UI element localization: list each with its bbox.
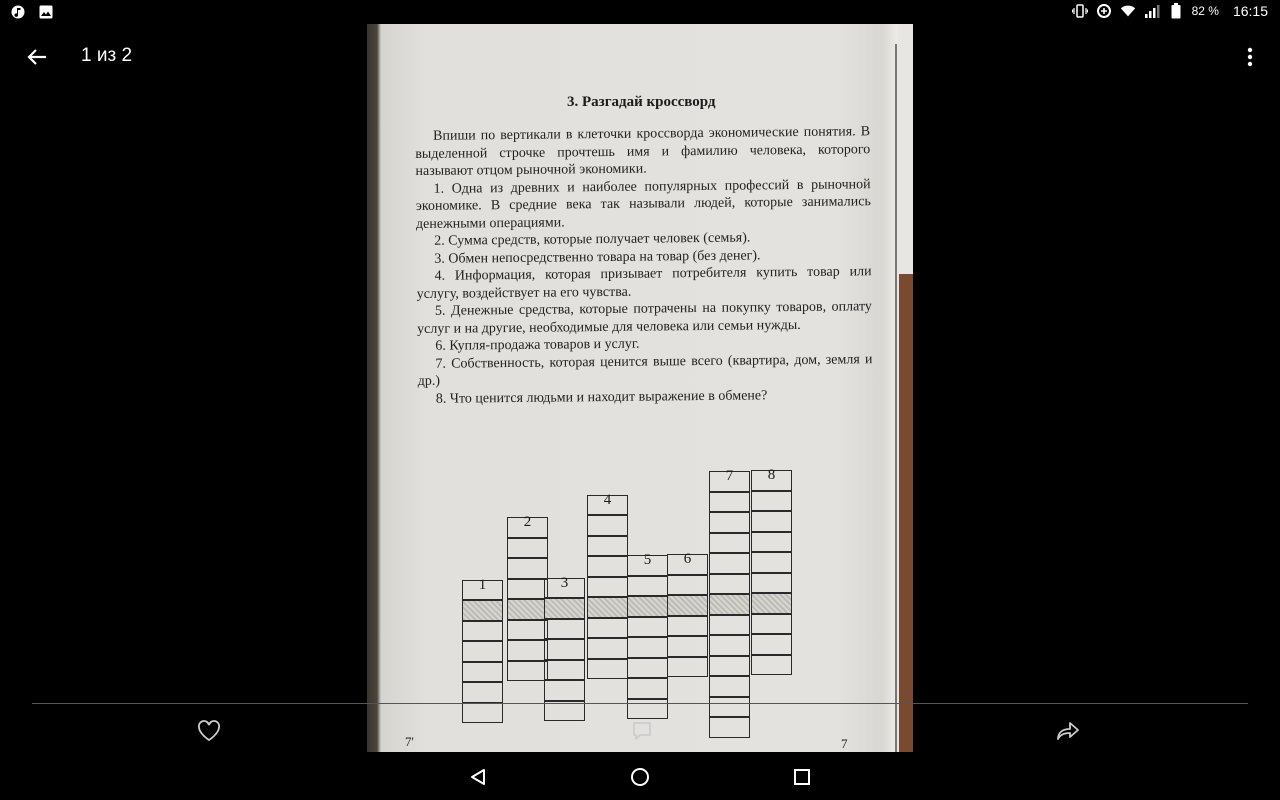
crossword-cell [751, 614, 792, 635]
task-item: 1. Одна из древних и наиболее популярных профессий в рыночной экономике. В средние века так называли людей, которые занимались денежными операциями. [415, 176, 871, 232]
crossword-clue-number: 5 [643, 552, 652, 568]
crossword-cell [751, 552, 792, 573]
nav-home-button[interactable] [627, 764, 653, 790]
recents-square-icon [793, 768, 811, 786]
wifi-icon [1120, 3, 1136, 19]
crossword-highlight-cell [751, 593, 792, 614]
task-item: 6. Купля-продажа товаров и услуг. [435, 336, 640, 354]
crossword-cell [507, 640, 548, 661]
crossword-cell [627, 658, 668, 679]
data-saver-icon [1096, 3, 1112, 19]
heart-icon [197, 720, 221, 742]
crossword-cell [751, 655, 792, 676]
signal-icon [1144, 3, 1160, 19]
task-item: 3. Обмен непосредственно товара на товар (без денег). [434, 247, 761, 267]
comment-icon [631, 720, 653, 742]
crossword-cell [751, 634, 792, 655]
crossword-cell [587, 515, 628, 536]
crossword-cell [627, 637, 668, 658]
crossword-cell [544, 680, 585, 701]
arrow-left-icon [27, 48, 47, 66]
comment-button[interactable] [628, 717, 656, 745]
crossword-cell [751, 532, 792, 553]
page-counter: 1 из 2 [81, 45, 133, 66]
crossword-cell [709, 492, 750, 513]
page-number-left: 7' [405, 734, 414, 749]
crossword-cell [587, 577, 628, 598]
page-number-right: 7 [841, 736, 848, 751]
task-item: 4. Информация, которая призывает потребителя купить товар или услугу, воздействует на его чувства. [416, 264, 872, 302]
crossword-cell [587, 618, 628, 639]
crossword-cell [709, 553, 750, 574]
more-vert-icon [1247, 47, 1253, 67]
crossword-cell [709, 574, 750, 595]
crossword-cell [462, 662, 503, 683]
crossword-cell [667, 575, 708, 596]
crossword-cell [544, 619, 585, 640]
crossword-cell [587, 659, 628, 680]
crossword-highlight-cell [667, 595, 708, 616]
home-circle-icon [630, 767, 650, 787]
crossword-clue-number: 3 [560, 574, 569, 591]
crossword-clue-number: 1 [478, 576, 487, 593]
crossword-highlight-cell [627, 596, 668, 617]
more-options-button[interactable] [1240, 42, 1260, 72]
crossword-cell [627, 678, 668, 699]
crossword-cell [587, 536, 628, 557]
action-bar [0, 703, 1280, 755]
crossword-cell [507, 538, 548, 559]
crossword-cell [462, 641, 503, 662]
crossword-cell [462, 621, 503, 642]
crossword-cell [709, 512, 750, 533]
crossword-cell [709, 656, 750, 677]
crossword-clue-number: 2 [523, 514, 532, 530]
share-button[interactable] [1054, 717, 1082, 745]
crossword-cell [709, 635, 750, 656]
crossword-cell [544, 639, 585, 660]
crossword-cell [544, 660, 585, 681]
task-item: 2. Сумма средств, которые получает человек (семья). [434, 230, 751, 249]
vibrate-icon [1072, 3, 1088, 19]
crossword-cell [507, 620, 548, 641]
crossword-highlight-cell [587, 597, 628, 618]
nav-back-button[interactable] [465, 764, 491, 790]
crossword-cell [587, 556, 628, 577]
gallery-notification-icon [38, 4, 54, 20]
crossword-clue-number: 6 [683, 551, 692, 567]
back-triangle-icon [469, 768, 487, 786]
crossword-cell [462, 682, 503, 703]
crossword-clue-number: 8 [767, 467, 776, 483]
task-item: 7. Собственность, которая ценится выше всего (квартира, дом, земля и др.) [417, 351, 873, 389]
crossword-cell [667, 616, 708, 637]
document-title: 3. Разгадай кроссворд [567, 94, 716, 110]
task-item: 8. Что ценится людьми и находит выражение в обмене? [435, 387, 768, 407]
crossword-cell [667, 657, 708, 678]
crossword-cell [507, 558, 548, 579]
crossword-cell [627, 617, 668, 638]
instructions-text: Впиши по вертикали в клеточки кроссворда экономические понятия. В выделенной строчке прочтешь имя и фамилию человека, которого называют отцом рыночной экономики. [415, 124, 871, 179]
crossword-cell [587, 638, 628, 659]
music-notification-icon [10, 4, 26, 20]
back-button[interactable] [22, 42, 52, 72]
crossword-cell [709, 615, 750, 636]
document-photo[interactable] [367, 24, 913, 752]
crossword-cell [507, 661, 548, 682]
crossword-cell [627, 576, 668, 597]
crossword-highlight-cell [709, 594, 750, 615]
crossword-cell [709, 676, 750, 697]
navigation-bar [0, 752, 1280, 800]
like-button[interactable] [195, 717, 223, 745]
crossword-clue-number: 7 [725, 468, 734, 484]
crossword-grid [367, 24, 913, 752]
battery-percent: 82 % [1191, 4, 1219, 18]
crossword-cell [507, 579, 548, 600]
crossword-cell [709, 533, 750, 554]
crossword-highlight-cell [544, 598, 585, 619]
crossword-cell [751, 491, 792, 512]
crossword-highlight-cell [507, 599, 548, 620]
clock: 16:15 [1232, 3, 1268, 19]
status-bar [0, 0, 1280, 24]
crossword-cell [667, 636, 708, 657]
task-item: 5. Денежные средства, которые потрачены на покупку товаров, оплату услуг и на другие, необходимые для человека или семьи нужды. [417, 299, 872, 337]
crossword-highlight-cell [462, 600, 503, 621]
crossword-cell [751, 511, 792, 532]
share-icon [1056, 721, 1080, 741]
nav-recents-button[interactable] [789, 764, 815, 790]
crossword-clue-number: 4 [603, 491, 612, 508]
crossword-cell [751, 573, 792, 594]
battery-icon [1168, 3, 1184, 19]
